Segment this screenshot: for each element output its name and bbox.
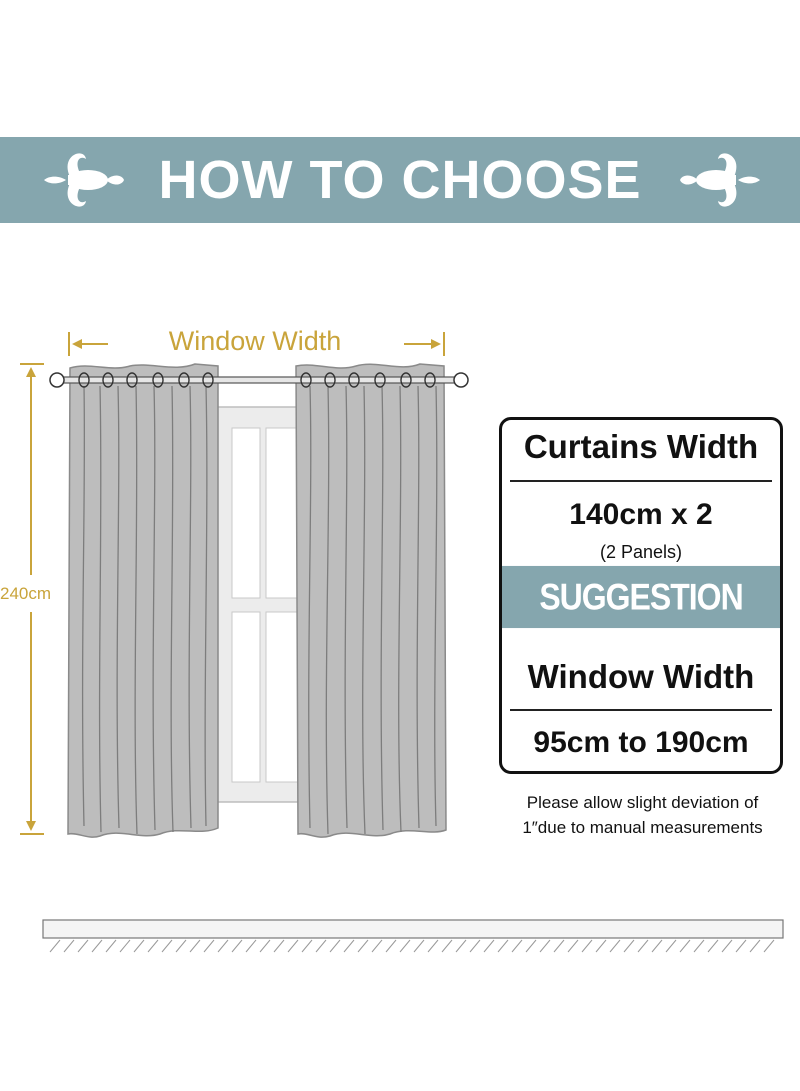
window-frame <box>214 407 304 802</box>
suggestion-band: SUGGESTION <box>502 566 780 628</box>
deviation-note-line-1: Please allow slight deviation of <box>526 793 759 812</box>
curtains-width-heading: Curtains Width <box>523 428 759 465</box>
banner-title: HOW TO CHOOSE <box>158 150 642 210</box>
left-curtain-panel <box>68 364 218 837</box>
deviation-note <box>490 790 795 840</box>
panels-note: (2 Panels) <box>599 542 683 562</box>
height-dimension-label: 240cm <box>0 584 52 603</box>
size-info-box <box>499 417 783 774</box>
deviation-note-line-2: 1″due to manual measurements <box>522 818 763 837</box>
divider <box>510 709 772 711</box>
window-width-value: 95cm to 190cm <box>533 726 749 759</box>
curtains-width-value: 140cm x 2 <box>569 498 713 531</box>
floor <box>43 920 783 952</box>
window-width-dimension-label: Window Width <box>168 326 342 356</box>
right-curtain-panel <box>296 364 446 837</box>
divider <box>510 480 772 482</box>
window-width-heading: Window Width <box>527 658 755 695</box>
